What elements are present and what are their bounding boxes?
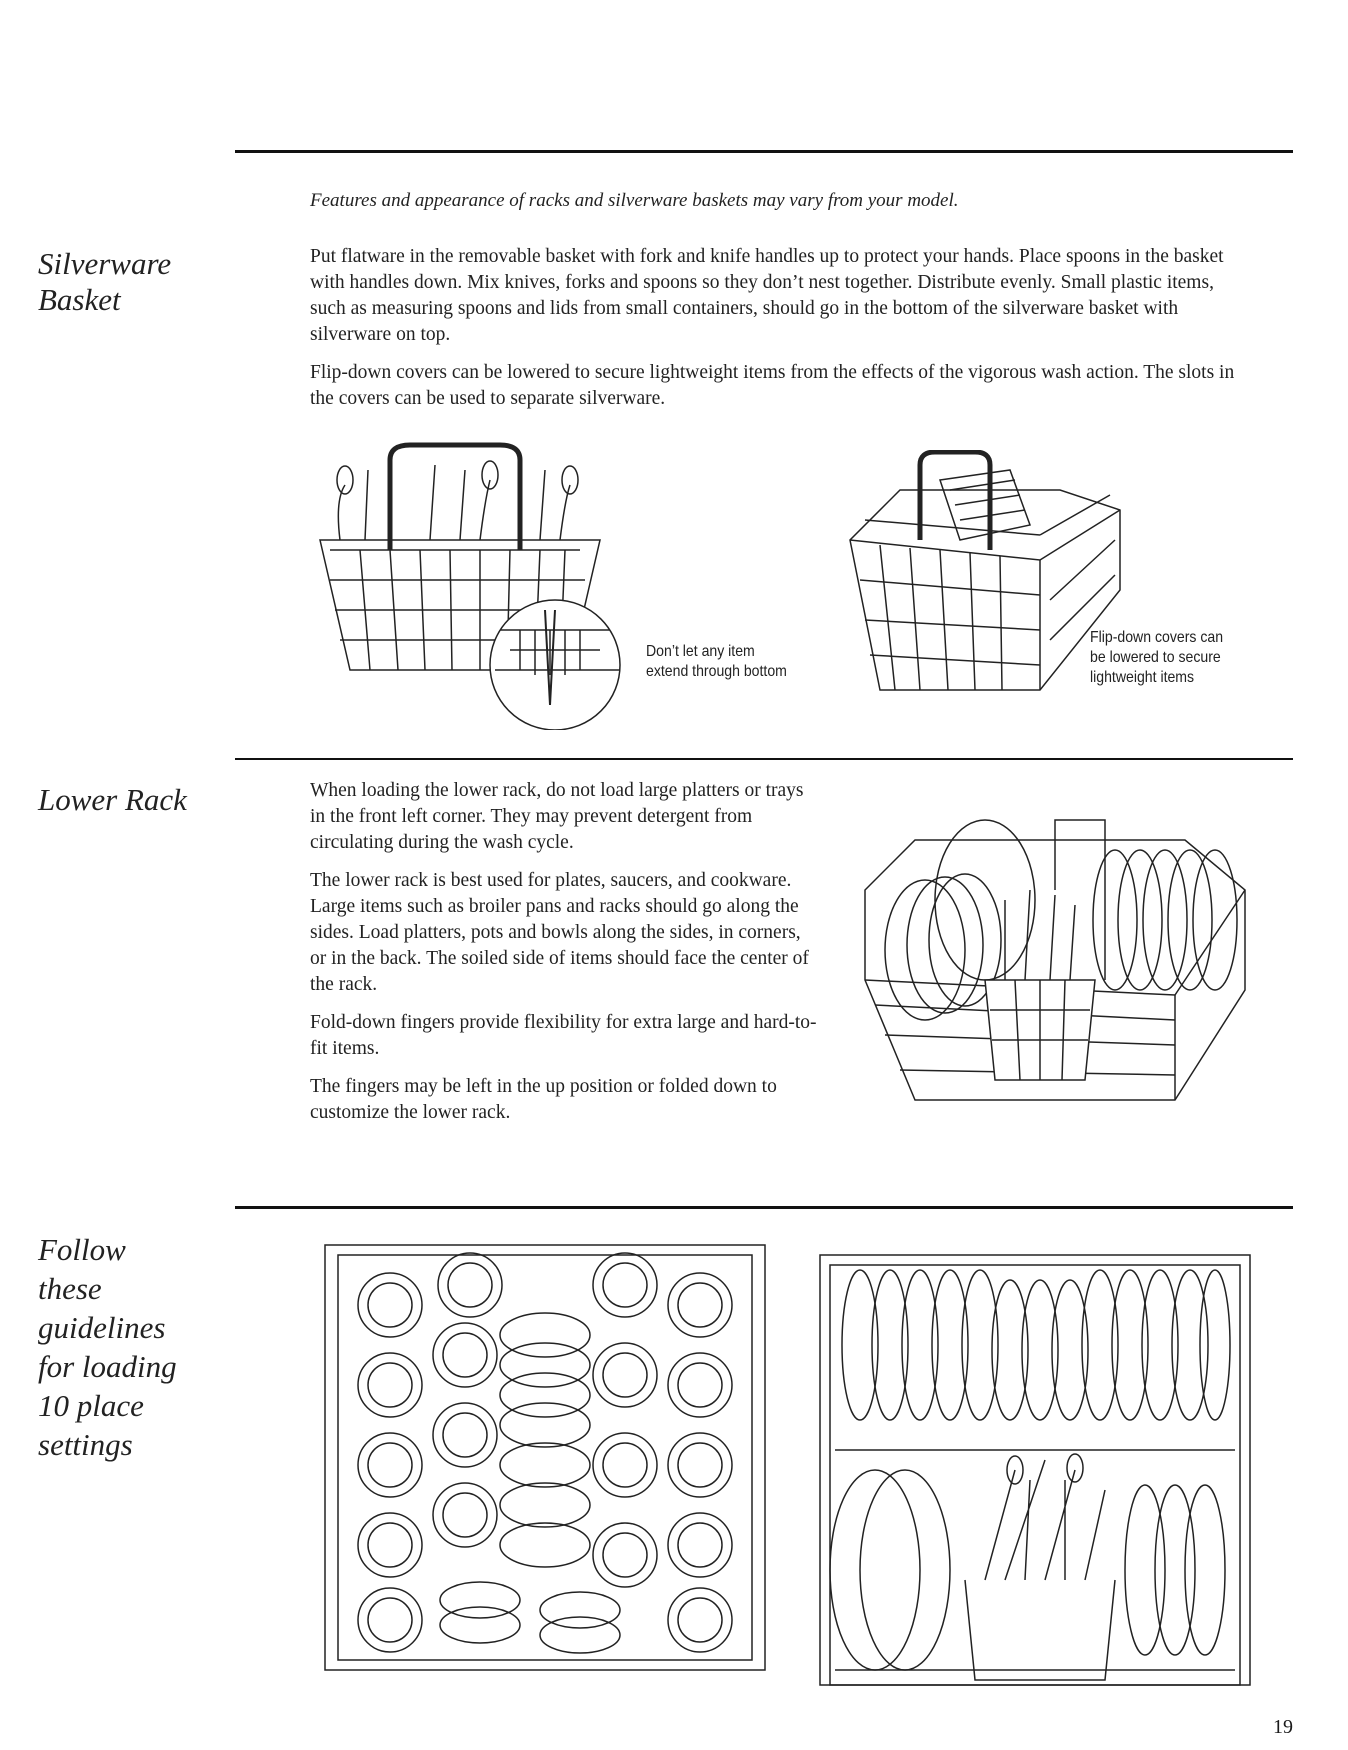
- silverware-heading: Silverware Basket: [38, 246, 172, 317]
- lower-rack-loading-illustration: [815, 1250, 1255, 1710]
- lower-rack-illustration: [855, 780, 1255, 1120]
- silverware-basket-illustration: [310, 440, 650, 730]
- guidelines-heading: Follow these guidelines for loading 10 place settings: [38, 1232, 177, 1462]
- caption-extend-through-bottom: Don’t let any item extend through bottom: [646, 643, 787, 680]
- lower-rack-para-4: The fingers may be left in the up position or folded down to customize the lower rack.: [310, 1076, 777, 1123]
- lower-rack-para-3: Fold-down fingers provide flexibility for extra large and hard-to-fit items.: [310, 1012, 817, 1059]
- caption-flip-down-covers: Flip-down covers can be lowered to secure lightweight items: [1090, 629, 1224, 686]
- silverware-basket-covers-illustration: [840, 450, 1130, 710]
- upper-rack-loading-illustration: [320, 1225, 775, 1685]
- lower-rack-heading: Lower Rack: [38, 782, 187, 817]
- silverware-para-1: Put flatware in the removable basket with fork and knife handles up to protect your hands. Place spoons in the basket with handles down. Mix knives, forks and spoons so they don’t nest together. Distribute evenly. Small plastic items, such as measuring spoons and lids from small containers, should go in the bottom of the silverware basket with silverware on top.: [310, 246, 1224, 345]
- page-number: 19: [1273, 1716, 1293, 1738]
- top-rule: [235, 150, 1293, 153]
- lower-rack-para-1: When loading the lower rack, do not load large platters or trays in the front left corner. They may prevent detergent from circulating during the wash cycle.: [310, 780, 804, 853]
- lower-rack-text: [310, 778, 820, 1138]
- lower-rack-para-2: The lower rack is best used for plates, saucers, and cookware. Large items such as broiler pans and racks should go along the sides. Load platters, pots and bowls along the sides, in corners, or in the back. The soiled side of items should face the center of the rack.: [310, 870, 809, 995]
- silverware-text: [310, 244, 1250, 424]
- silverware-para-2: Flip-down covers can be lowered to secure lightweight items from the effects of the vigorous wash action. The slots in the covers can be used to separate silverware.: [310, 362, 1235, 409]
- section-rule-guidelines: [235, 1206, 1293, 1209]
- section-rule-lower-rack: [235, 758, 1293, 760]
- model-variation-note: Features and appearance of racks and silverware baskets may vary from your model.: [310, 190, 959, 211]
